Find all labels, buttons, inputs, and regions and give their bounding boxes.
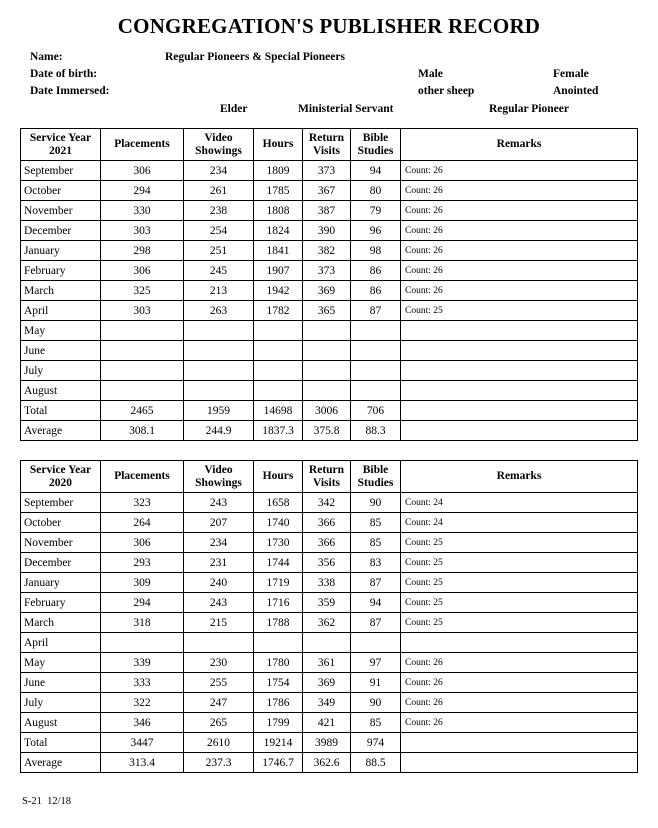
cell-bible-studies[interactable] [351,341,401,361]
cell-month[interactable]: Average [21,421,101,441]
cell-return-visits[interactable]: 3006 [303,401,351,421]
cell-remarks[interactable]: Count: 26 [401,281,638,301]
cell-hours[interactable]: 1942 [254,281,303,301]
cell-month[interactable]: December [21,553,101,573]
column-header-bible-studies [351,129,401,161]
cell-return-visits[interactable] [303,321,351,341]
cell-placements[interactable]: 303 [101,301,184,321]
cell-bible-studies[interactable]: 88.3 [351,421,401,441]
cell-placements[interactable]: 313.4 [101,753,184,773]
table-row [21,533,638,553]
cell-hours[interactable] [254,361,303,381]
cell-hours[interactable]: 1740 [254,513,303,533]
cell-video-showings[interactable] [184,633,254,653]
cell-video-showings[interactable]: 247 [184,693,254,713]
return-line2: Visits [312,476,341,489]
cell-placements[interactable] [101,341,184,361]
table-row [21,221,638,241]
table-row [21,633,638,653]
cell-return-visits[interactable] [303,361,351,381]
cell-remarks[interactable]: Count: 26 [401,221,638,241]
elder-label: Elder [220,103,248,115]
cell-return-visits[interactable]: 366 [303,533,351,553]
cell-placements[interactable]: 318 [101,613,184,633]
cell-remarks[interactable]: Count: 26 [401,181,638,201]
cell-video-showings[interactable]: 2610 [184,733,254,753]
cell-return-visits[interactable]: 369 [303,673,351,693]
cell-month[interactable]: May [21,653,101,673]
cell-remarks[interactable] [401,381,638,401]
cell-month[interactable]: Average [21,753,101,773]
cell-bible-studies[interactable]: 91 [351,673,401,693]
cell-month[interactable]: December [21,221,101,241]
cell-placements[interactable]: 298 [101,241,184,261]
cell-bible-studies[interactable]: 85 [351,713,401,733]
service-year-text: Service Year [29,131,92,144]
cell-bible-studies[interactable]: 88.5 [351,753,401,773]
cell-month[interactable]: March [21,281,101,301]
cell-video-showings[interactable]: 251 [184,241,254,261]
cell-remarks[interactable] [401,341,638,361]
cell-hours[interactable]: 1754 [254,673,303,693]
cell-remarks[interactable]: Count: 26 [401,653,638,673]
cell-hours[interactable]: 1799 [254,713,303,733]
cell-bible-studies[interactable] [351,381,401,401]
table-row [21,361,638,381]
cell-return-visits[interactable]: 338 [303,573,351,593]
cell-video-showings[interactable]: 207 [184,513,254,533]
cell-hours[interactable]: 1746.7 [254,753,303,773]
page-title: CONGREGATION'S PUBLISHER RECORD [117,14,541,38]
cell-month[interactable]: August [21,713,101,733]
cell-remarks[interactable]: Count: 26 [401,693,638,713]
cell-bible-studies[interactable]: 98 [351,241,401,261]
cell-return-visits[interactable]: 375.8 [303,421,351,441]
service-year-table [20,460,638,773]
identity-block [0,50,658,122]
return-line1: Return [308,131,345,144]
female-label: Female [553,68,589,80]
cell-remarks[interactable] [401,361,638,381]
cell-return-visits[interactable]: 361 [303,653,351,673]
service-year-text: Service Year [29,463,92,476]
cell-placements[interactable]: 2465 [101,401,184,421]
table-row [21,493,638,513]
cell-video-showings[interactable]: 213 [184,281,254,301]
cell-remarks[interactable]: Count: 25 [401,593,638,613]
cell-remarks[interactable]: Count: 26 [401,201,638,221]
cell-month[interactable]: February [21,261,101,281]
cell-hours[interactable] [254,633,303,653]
cell-month[interactable]: June [21,673,101,693]
cell-return-visits[interactable]: 373 [303,161,351,181]
cell-hours[interactable]: 1658 [254,493,303,513]
cell-placements[interactable]: 294 [101,181,184,201]
ministerial-servant-label: Ministerial Servant [298,103,394,115]
cell-video-showings[interactable]: 215 [184,613,254,633]
column-header-return-visits [303,461,351,493]
cell-remarks[interactable]: Count: 25 [401,613,638,633]
table-row [21,653,638,673]
cell-hours[interactable]: 1744 [254,553,303,573]
cell-remarks[interactable]: Count: 26 [401,713,638,733]
cell-month[interactable]: Total [21,733,101,753]
video-line2: Showings [195,144,242,157]
cell-return-visits[interactable] [303,381,351,401]
cell-video-showings[interactable]: 265 [184,713,254,733]
cell-bible-studies[interactable]: 80 [351,181,401,201]
cell-remarks[interactable]: Count: 24 [401,493,638,513]
cell-video-showings[interactable]: 240 [184,573,254,593]
cell-placements[interactable] [101,381,184,401]
cell-placements[interactable]: 346 [101,713,184,733]
cell-placements[interactable]: 306 [101,161,184,181]
cell-return-visits[interactable]: 3989 [303,733,351,753]
column-header-video-showings [184,461,254,493]
table-body [21,161,638,441]
table-row [21,241,638,261]
cell-placements[interactable]: 330 [101,201,184,221]
cell-remarks[interactable]: Count: 25 [401,533,638,553]
cell-return-visits[interactable]: 421 [303,713,351,733]
regular-pioneer-label: Regular Pioneer [489,103,569,115]
cell-bible-studies[interactable]: 97 [351,653,401,673]
cell-video-showings[interactable]: 263 [184,301,254,321]
cell-placements[interactable]: 333 [101,673,184,693]
cell-placements[interactable] [101,321,184,341]
table-row [21,421,638,441]
table-row [21,321,638,341]
bible-line1: Bible [362,463,389,476]
cell-month[interactable]: Total [21,401,101,421]
cell-bible-studies[interactable]: 94 [351,593,401,613]
cell-return-visits[interactable]: 387 [303,201,351,221]
cell-hours[interactable]: 1716 [254,593,303,613]
cell-month[interactable]: September [21,161,101,181]
table-row [21,753,638,773]
cell-bible-studies[interactable] [351,633,401,653]
cell-placements[interactable] [101,361,184,381]
cell-bible-studies[interactable]: 79 [351,201,401,221]
cell-hours[interactable]: 1824 [254,221,303,241]
other-sheep-label: other sheep [418,85,475,97]
cell-month[interactable]: November [21,533,101,553]
cell-video-showings[interactable]: 243 [184,493,254,513]
cell-return-visits[interactable] [303,341,351,361]
cell-hours[interactable]: 1719 [254,573,303,593]
column-header-service-year [21,129,101,161]
table-row [21,673,638,693]
cell-video-showings[interactable]: 261 [184,181,254,201]
table-row [21,381,638,401]
table-row [21,201,638,221]
cell-video-showings[interactable]: 1959 [184,401,254,421]
cell-placements[interactable]: 264 [101,513,184,533]
column-header-video-showings [184,129,254,161]
cell-bible-studies[interactable]: 85 [351,533,401,553]
cell-bible-studies[interactable]: 974 [351,733,401,753]
return-line2: Visits [312,144,341,157]
cell-bible-studies[interactable]: 94 [351,161,401,181]
cell-placements[interactable]: 325 [101,281,184,301]
cell-video-showings[interactable]: 234 [184,533,254,553]
cell-return-visits[interactable]: 365 [303,301,351,321]
cell-video-showings[interactable] [184,361,254,381]
cell-placements[interactable]: 339 [101,653,184,673]
cell-placements[interactable]: 308.1 [101,421,184,441]
cell-remarks[interactable]: Count: 24 [401,513,638,533]
table-header-row [21,461,638,493]
cell-return-visits[interactable] [303,633,351,653]
cell-hours[interactable]: 19214 [254,733,303,753]
cell-remarks[interactable]: Count: 26 [401,673,638,693]
column-header-placements: Placements [101,461,184,493]
column-header-service-year [21,461,101,493]
cell-hours[interactable]: 1730 [254,533,303,553]
table-row [21,161,638,181]
cell-video-showings[interactable] [184,321,254,341]
cell-month[interactable]: March [21,613,101,633]
column-header-remarks: Remarks [401,129,638,161]
cell-bible-studies[interactable]: 87 [351,573,401,593]
cell-return-visits[interactable]: 359 [303,593,351,613]
cell-remarks[interactable]: Count: 26 [401,261,638,281]
cell-remarks[interactable] [401,733,638,753]
service-year-number: 2020 [49,476,72,489]
cell-month[interactable]: July [21,361,101,381]
cell-bible-studies[interactable]: 90 [351,693,401,713]
cell-hours[interactable]: 1837.3 [254,421,303,441]
cell-video-showings[interactable]: 234 [184,161,254,181]
cell-return-visits[interactable]: 369 [303,281,351,301]
table-row [21,513,638,533]
cell-return-visits[interactable]: 362 [303,613,351,633]
column-header-bible-studies [351,461,401,493]
cell-month[interactable]: February [21,593,101,613]
cell-placements[interactable]: 294 [101,593,184,613]
form-code-footer: S-21 12/18 [22,796,72,807]
video-line2: Showings [195,476,242,489]
cell-remarks[interactable] [401,633,638,653]
cell-bible-studies[interactable] [351,361,401,381]
bible-line1: Bible [362,131,389,144]
cell-bible-studies[interactable]: 87 [351,301,401,321]
video-line1: Video [204,131,233,144]
cell-hours[interactable]: 1785 [254,181,303,201]
cell-hours[interactable]: 1780 [254,653,303,673]
cell-remarks[interactable] [401,753,638,773]
table-row [21,261,638,281]
cell-remarks[interactable]: Count: 25 [401,553,638,573]
cell-video-showings[interactable]: 237.3 [184,753,254,773]
cell-hours[interactable]: 1808 [254,201,303,221]
cell-return-visits[interactable]: 367 [303,181,351,201]
cell-hours[interactable]: 1841 [254,241,303,261]
cell-video-showings[interactable]: 230 [184,653,254,673]
cell-remarks[interactable]: Count: 25 [401,573,638,593]
return-line1: Return [308,463,345,476]
cell-month[interactable]: May [21,321,101,341]
table-row [21,281,638,301]
cell-bible-studies[interactable]: 87 [351,613,401,633]
cell-month[interactable]: August [21,381,101,401]
cell-remarks[interactable]: Count: 26 [401,241,638,261]
cell-return-visits[interactable]: 342 [303,493,351,513]
cell-return-visits[interactable]: 362.6 [303,753,351,773]
cell-month[interactable]: April [21,633,101,653]
cell-remarks[interactable] [401,421,638,441]
cell-bible-studies[interactable]: 85 [351,513,401,533]
cell-placements[interactable]: 3447 [101,733,184,753]
cell-return-visits[interactable]: 373 [303,261,351,281]
table-row [21,401,638,421]
bible-line2: Studies [357,144,394,157]
cell-hours[interactable]: 1788 [254,613,303,633]
cell-hours[interactable]: 1782 [254,301,303,321]
cell-month[interactable]: September [21,493,101,513]
cell-bible-studies[interactable]: 706 [351,401,401,421]
cell-remarks[interactable]: Count: 26 [401,161,638,181]
male-label: Male [418,68,443,80]
cell-month[interactable]: November [21,201,101,221]
cell-remarks[interactable] [401,321,638,341]
table-header-row [21,129,638,161]
cell-video-showings[interactable] [184,381,254,401]
table-row [21,713,638,733]
column-header-hours: Hours [254,461,303,493]
table-row [21,341,638,361]
date-immersed-label: Date Immersed: [30,85,110,97]
cell-placements[interactable]: 293 [101,553,184,573]
cell-bible-studies[interactable]: 96 [351,221,401,241]
cell-hours[interactable]: 1907 [254,261,303,281]
cell-month[interactable]: October [21,181,101,201]
anointed-label: Anointed [553,85,599,97]
column-header-placements: Placements [101,129,184,161]
service-year-number: 2021 [49,144,72,157]
cell-video-showings[interactable]: 244.9 [184,421,254,441]
cell-placements[interactable]: 323 [101,493,184,513]
cell-hours[interactable] [254,381,303,401]
cell-month[interactable]: January [21,573,101,593]
cell-hours[interactable]: 1786 [254,693,303,713]
name-label: Name: [30,51,63,63]
cell-hours[interactable]: 1809 [254,161,303,181]
cell-return-visits[interactable]: 366 [303,513,351,533]
bible-line2: Studies [357,476,394,489]
cell-video-showings[interactable]: 238 [184,201,254,221]
table-row [21,573,638,593]
table-row [21,693,638,713]
name-value: Regular Pioneers & Special Pioneers [165,51,345,63]
cell-placements[interactable]: 322 [101,693,184,713]
cell-video-showings[interactable]: 243 [184,593,254,613]
cell-hours[interactable] [254,341,303,361]
column-header-remarks: Remarks [401,461,638,493]
cell-placements[interactable]: 306 [101,261,184,281]
cell-bible-studies[interactable] [351,321,401,341]
cell-video-showings[interactable]: 254 [184,221,254,241]
table-row [21,181,638,201]
video-line1: Video [204,463,233,476]
cell-placements[interactable]: 306 [101,533,184,553]
cell-hours[interactable] [254,321,303,341]
cell-video-showings[interactable]: 231 [184,553,254,573]
cell-video-showings[interactable]: 255 [184,673,254,693]
cell-return-visits[interactable]: 382 [303,241,351,261]
cell-return-visits[interactable]: 390 [303,221,351,241]
column-header-hours: Hours [254,129,303,161]
cell-hours[interactable]: 14698 [254,401,303,421]
table-body [21,493,638,773]
date-of-birth-label: Date of birth: [30,68,98,80]
table-row [21,733,638,753]
table-row [21,301,638,321]
table-row [21,593,638,613]
table-row [21,613,638,633]
cell-bible-studies[interactable]: 83 [351,553,401,573]
cell-video-showings[interactable] [184,341,254,361]
cell-bible-studies[interactable]: 86 [351,281,401,301]
service-year-table [20,128,638,441]
cell-remarks[interactable]: Count: 25 [401,301,638,321]
table-row [21,553,638,573]
cell-month[interactable]: June [21,341,101,361]
cell-video-showings[interactable]: 245 [184,261,254,281]
column-header-return-visits [303,129,351,161]
cell-placements[interactable]: 303 [101,221,184,241]
cell-remarks[interactable] [401,401,638,421]
cell-return-visits[interactable]: 349 [303,693,351,713]
cell-placements[interactable] [101,633,184,653]
cell-placements[interactable]: 309 [101,573,184,593]
cell-month[interactable]: October [21,513,101,533]
cell-month[interactable]: April [21,301,101,321]
cell-return-visits[interactable]: 356 [303,553,351,573]
cell-bible-studies[interactable]: 86 [351,261,401,281]
cell-month[interactable]: July [21,693,101,713]
cell-month[interactable]: January [21,241,101,261]
cell-bible-studies[interactable]: 90 [351,493,401,513]
